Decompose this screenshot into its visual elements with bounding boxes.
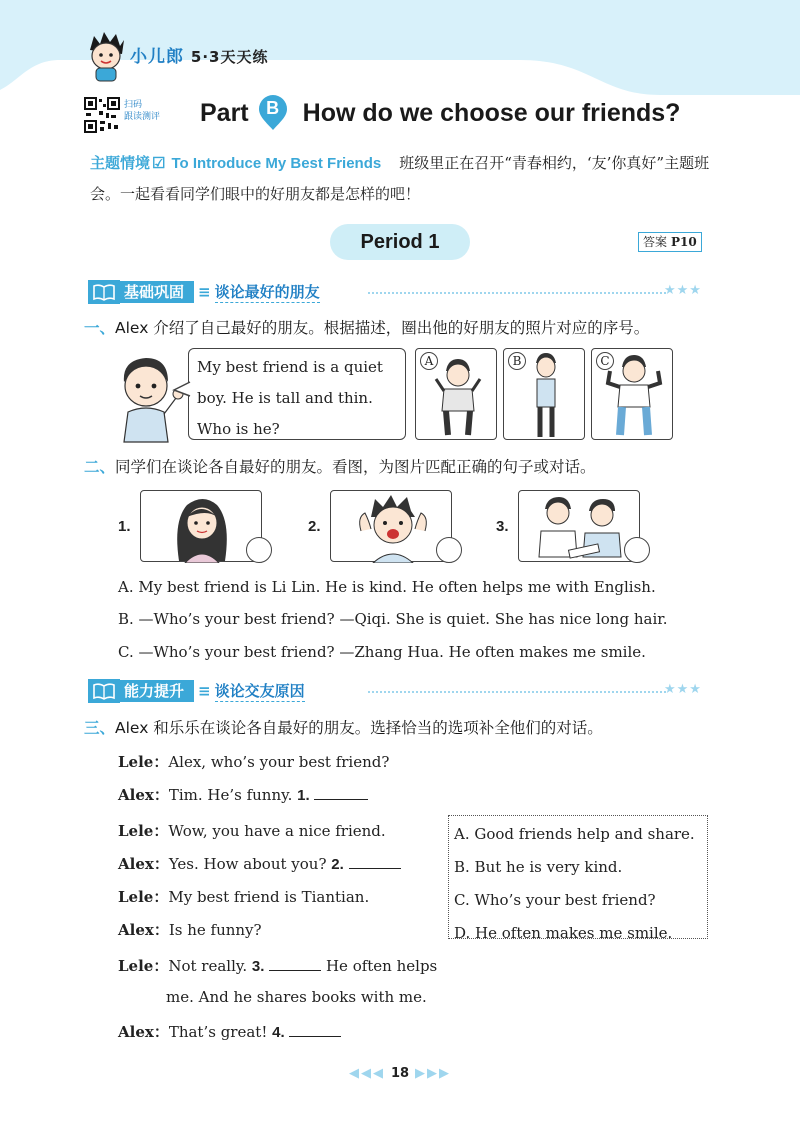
part-badge [257, 95, 289, 131]
dialogue-text: My best friend is Tiantian. [168, 888, 370, 906]
question-1-text: Alex 介绍了自己最好的朋友。根据描述，圈出他的好朋友的照片对应的序号。 [115, 319, 650, 337]
dialogue-text: Alex, who’s your best friend? [168, 753, 390, 771]
picture-1 [140, 490, 262, 562]
stars-decoration: ★★★ [664, 682, 702, 697]
boys-studying-icon [519, 491, 641, 563]
item-2-number: 2. [308, 518, 321, 535]
question-2-text: 同学们在谈论各自最好的朋友。看图，为图片匹配正确的句子或对话。 [115, 458, 596, 476]
qr-label-line2: 跟读测评 [124, 112, 161, 122]
photo-c[interactable] [591, 348, 673, 440]
question-3-text: Alex 和乐乐在谈论各自最好的朋友。选择恰当的选项补全他们的对话。 [115, 719, 603, 737]
section-advanced-sub: 谈论交友原因 [214, 682, 305, 700]
answer-reference[interactable] [638, 232, 702, 252]
choices-box [448, 815, 708, 942]
blank-number: 3. [251, 958, 265, 975]
answer-blank-4[interactable] [289, 1023, 341, 1037]
answer-label: 答案 [643, 235, 668, 249]
speaker: Lele： [118, 888, 169, 906]
question-3-number: 三、 [84, 719, 116, 737]
dialogue-text: Yes. How about you? [168, 855, 332, 873]
answer-circle-1[interactable] [246, 537, 272, 563]
speaker: Lele： [118, 822, 169, 840]
theme-paragraph: 主题情境 ☑ To Introduce My Best Friends 班级里正在召开“青春相约，‘友’你真好”主题班会。一起看看同学们眼中的好朋友都是怎样的吧！ [90, 154, 710, 203]
speech-tail [172, 380, 192, 400]
section-advanced [88, 678, 305, 704]
dialogue-text: Tim. He’s funny. [168, 786, 298, 804]
choice-b: B. But he is very kind. [454, 858, 623, 876]
dialogue-text: Is he funny? [168, 921, 262, 939]
qr-label-line1: 扫码 [124, 100, 143, 110]
choice-d: D. He often makes me smile. [454, 924, 673, 942]
dialogue-text: me. And he shares books with me. [166, 988, 427, 1006]
dialogue-line [118, 1021, 341, 1042]
qr-label [124, 99, 160, 123]
divider [368, 691, 666, 693]
speech-line-3: Who is he? [197, 420, 280, 438]
section-basic [88, 279, 320, 305]
dialogue-text-after: He often helps [321, 957, 438, 975]
choice-c: C. Who’s your best friend? [454, 891, 656, 909]
choice-a: A. Good friends help and share. [454, 825, 695, 843]
dialogue-text: Wow, you have a nice friend. [168, 822, 386, 840]
answer-blank-1[interactable] [314, 786, 368, 800]
dialogue-line [118, 919, 262, 940]
speaker: Lele： [118, 753, 169, 771]
part-letter: B [266, 98, 280, 118]
blank-number: 1. [297, 787, 310, 804]
photo-c-label: C [596, 352, 614, 370]
speaker: Lele： [118, 957, 169, 975]
answer-blank-2[interactable] [349, 855, 401, 869]
speaker: Alex： [118, 1023, 169, 1041]
photo-a[interactable] [415, 348, 497, 440]
item-3-number: 3. [496, 518, 509, 535]
picture-3 [518, 490, 640, 562]
section-basic-eq: ≡ [198, 283, 211, 301]
dialogue-line [118, 820, 386, 841]
brand-main: 小儿郎 [130, 47, 184, 67]
theme-tag-en: To Introduce My Best Friends [171, 155, 382, 172]
section-advanced-eq: ≡ [198, 682, 211, 700]
dialogue-line [118, 751, 389, 772]
answer-blank-3[interactable] [269, 957, 321, 971]
speech-bubble [188, 348, 406, 440]
question-3-heading [84, 716, 603, 738]
theme-text: 班级里正在召开“青春相约，‘友’你真好”主题班会。一起看看同学们眼中的好朋友都是怎样的吧！ [90, 154, 710, 203]
period-title: Period 1 [330, 224, 470, 260]
funny-boy-icon [331, 491, 453, 563]
section-advanced-label: 能力提升 [120, 680, 194, 702]
right-arrows-icon: ▶▶▶ [415, 1066, 452, 1081]
blank-number: 2. [331, 856, 344, 873]
question-2-number: 二、 [84, 458, 116, 476]
dialogue-line [118, 955, 437, 976]
book-icon [88, 280, 120, 304]
answer-circle-3[interactable] [624, 537, 650, 563]
option-c: C. —Who’s your best friend? —Zhang Hua. He often makes me smile. [118, 643, 646, 661]
brand-sub: 5·3天天练 [190, 48, 269, 66]
girl-long-hair-icon [141, 491, 263, 563]
left-arrows-icon: ◀◀◀ [348, 1066, 385, 1081]
mascot-icon [84, 30, 128, 82]
stars-decoration: ★★★ [664, 283, 702, 298]
picture-2 [330, 490, 452, 562]
answer-circle-2[interactable] [436, 537, 462, 563]
page-footer [0, 1066, 800, 1081]
speech-line-1: My best friend is a quiet [197, 358, 383, 376]
photo-b-label: B [508, 352, 526, 370]
qr-code-icon[interactable] [84, 97, 120, 133]
book-icon [88, 679, 120, 703]
dialogue-text: That’s great! [168, 1023, 273, 1041]
part-title [200, 95, 680, 131]
dialogue-text: Not really. [168, 957, 252, 975]
speaker: Alex： [118, 786, 169, 804]
option-a: A. My best friend is Li Lin. He is kind. He often helps me with English. [118, 578, 656, 596]
brand-logo [130, 42, 269, 67]
answer-page: P10 [671, 235, 697, 249]
blank-number: 4. [272, 1024, 285, 1041]
question-1-heading [84, 316, 649, 338]
item-1-number: 1. [118, 518, 131, 535]
theme-tag: 主题情境 [90, 154, 151, 172]
part-word: Part [200, 98, 249, 127]
question-2-heading [84, 455, 596, 477]
photo-a-label: A [420, 352, 438, 370]
dialogue-line [166, 988, 427, 1006]
question-1-number: 一、 [84, 319, 116, 337]
page-number: 18 [390, 1066, 410, 1081]
dialogue-line [118, 853, 401, 874]
section-basic-sub: 谈论最好的朋友 [214, 283, 320, 301]
section-basic-label: 基础巩固 [120, 281, 194, 303]
divider [368, 292, 666, 294]
part-heading: How do we choose our friends? [302, 98, 681, 127]
dialogue-line [118, 784, 368, 805]
dialogue-line [118, 886, 369, 907]
speech-line-2: boy. He is tall and thin. [197, 389, 373, 407]
photo-b[interactable] [503, 348, 585, 440]
option-b: B. —Who’s your best friend? —Qiqi. She is quiet. She has nice long hair. [118, 610, 668, 628]
speaker: Alex： [118, 855, 169, 873]
speaker: Alex： [118, 921, 169, 939]
